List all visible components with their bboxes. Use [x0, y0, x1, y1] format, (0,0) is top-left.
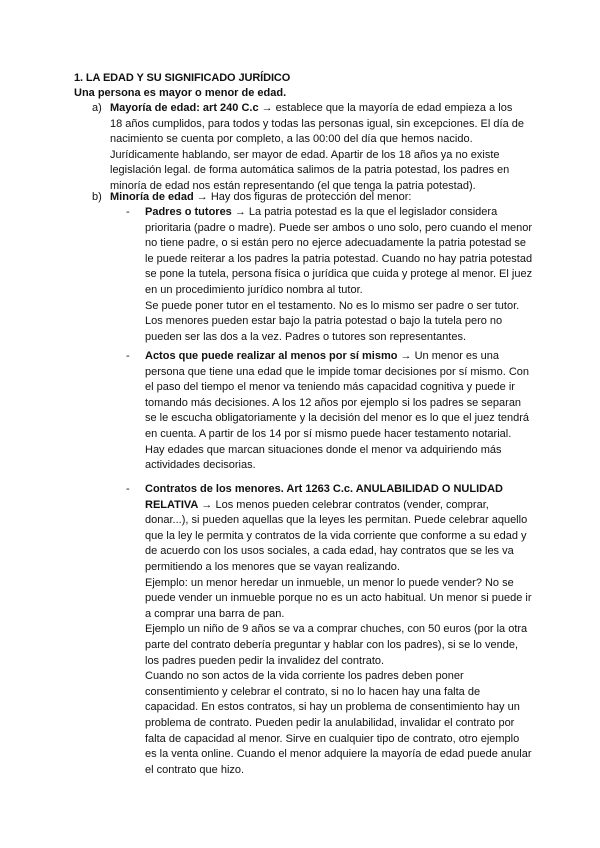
sub3-title: Contratos de los menores. Art 1263 C.c. ANULABILIDAD O NULIDAD RELATIVA — [145, 483, 503, 511]
sub2-marker: - — [126, 350, 130, 362]
sub3-example1: Ejemplo: un menor heredar un inmueble, un menor lo puede vender? No se puede vender un inmueble porque no es un acto habitual. Un menor si puede ir a comprar una barra de pan. — [145, 576, 532, 620]
sub1-title: Padres o tutores — [145, 206, 232, 218]
sub2-text: → Un menor es una persona que tiene una edad que le impide tomar decisiones por sí mismo. Con el paso del tiempo el menor va teniendo más capacidad cognitiva y puede ir tomando más decisiones. A los 12 años por ejemplo si los padres se separan se le escucha obligatoriamente y la decisión del menor es lo que el juez tendrá en cuenta. A partir de los 14 por sí mismo puede hacer testamento notarial. Hay edades que marcan situaciones donde el menor va adquiriendo más actividades decisorias. — [145, 350, 530, 472]
item-a-title: Mayoría de edad: art 240 C.c — [110, 102, 259, 114]
item-a-marker: a) — [92, 102, 102, 114]
sub3-example2: Ejemplo un niño de 9 años se va a comprar chuches, con 50 euros (por la otra parte del contrato debería preguntar y hablar con los padres), si se lo vende, los padres pueden pedir la invalidez del contrato. — [145, 623, 528, 667]
sub2-title: Actos que puede realizar al menos por sí mismo — [145, 350, 398, 362]
item-a-text: → establece que la mayoría de edad empieza a los 18 años cumplidos, para todos y todas las personas igual, sin excepciones. El día de nacimiento se cuenta por completo, a las 00:00 del día que hemos nacido. Jurídicamente hablando, ser mayor de edad. Apartir de los 18 años ya no existe legislación legal. de forma automática salimos de la patria potestad, los padres en minoría de edad nos están representando (el que tenga la patria potestad). — [110, 102, 524, 192]
section-heading: 1. LA EDAD Y SU SIGNIFICADO JURÍDICO — [74, 72, 291, 84]
sub1 — [145, 205, 533, 345]
item-b-marker: b) — [92, 191, 102, 203]
item-a — [110, 101, 524, 195]
sub1-text: → La patria potestad es la que el legislador considera prioritaria (padre o madre). Puede ser ambos o uno solo, pero cuando el menor no tiene padre, o si están pero no ejerce adecuadamente la patria potestad se le puede reiterar a los padres la patria potestad. Cuando no hay patria potestad se pone la tutela, persona física o jurídica que cuida y protege al menor. El juez en un procedimiento jurídico nombra al tutor. — [145, 206, 533, 296]
sub3-text: → Los menos pueden celebrar contratos (vender, comprar, donar...), si pueden aquellas que la leyes les permitan. Puede celebrar aquello que la ley le permita y contratos de la vida corriente que conforme a su edad y de acuerdo con los usos sociales, a cada edad, hay contratos que se les va permitiendo a los menores que se vayan realizando. — [145, 498, 528, 573]
item-b-text: → Hay dos figuras de protección del menor: — [193, 191, 412, 203]
sub3 — [145, 482, 533, 778]
section-subheading: Una persona es mayor o menor de edad. — [74, 87, 287, 99]
sub2 — [145, 349, 533, 474]
sub1-text2: Se puede poner tutor en el testamento. No es lo mismo ser padre o ser tutor. Los menores pueden estar bajo la patria potestad o bajo la tutela pero no pueden ser las dos a la vez. Padres o tutores son representantes. — [145, 299, 520, 343]
sub3-marker: - — [126, 483, 130, 495]
item-b-title: Minoría de edad — [110, 191, 194, 203]
item-b — [110, 190, 524, 206]
sub1-marker: - — [126, 206, 130, 218]
sub3-paragraph: Cuando no son actos de la vida corriente los padres deben poner consentimiento y celebrar el contrato, si no lo hacen hay una falta de capacidad. En estos contratos, si hay un problema de consentimiento hay un problema de contrato. Pueden pedir la anulabilidad, invalidar el contrato por falta de capacidad al menor. Sirve en cualquier tipo de contrato, otro ejemplo es la venta online. Cuando el menor adquiere la mayoría de edad puede anular el contrato que hizo. — [145, 670, 532, 776]
